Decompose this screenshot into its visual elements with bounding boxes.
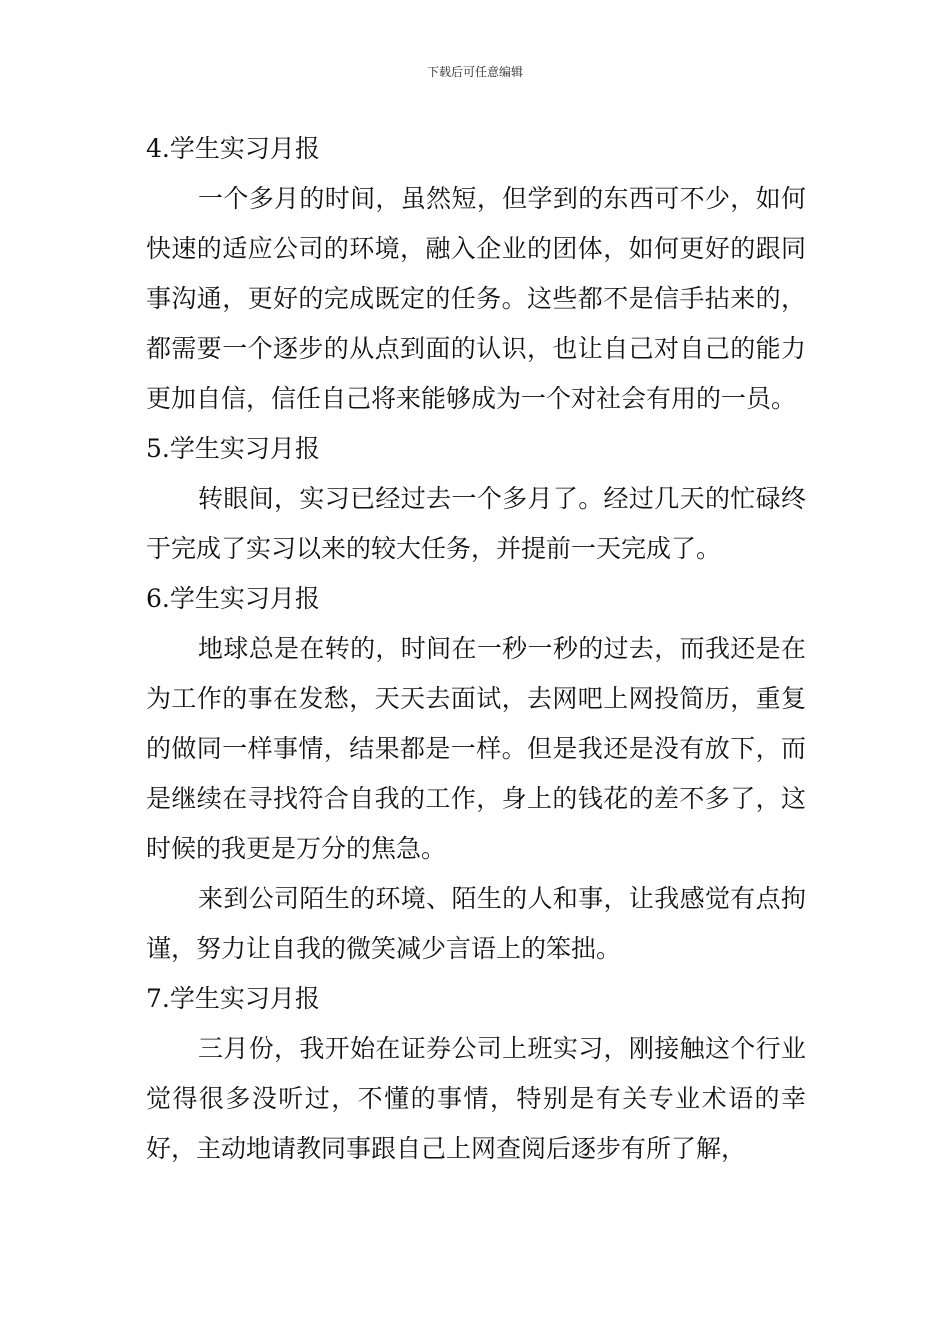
header-note: 下载后可任意编辑	[426, 65, 523, 79]
paragraph: 来到公司陌生的环境、陌生的人和事，让我感觉有点拘谨，努力让自我的微笑减少言语上的笨拙。	[146, 884, 806, 963]
section-heading: 6.学生实习月报	[146, 584, 320, 613]
paragraph: 地球总是在转的，时间在一秒一秒的过去，而我还是在为工作的事在发愁，天天去面试，去网吧上网投简历，重复的做同一样事情，结果都是一样。但是我还是没有放下，而是继续在寻找符合自我的工作，身上的钱花的差不多了，这时候的我更是万分的焦急。	[146, 634, 806, 863]
section-heading: 4.学生实习月报	[146, 134, 320, 163]
section-heading: 7.学生实习月报	[146, 984, 320, 1013]
section-heading: 5.学生实习月报	[146, 434, 320, 463]
section-5	[146, 424, 806, 574]
document-body	[146, 124, 806, 1174]
paragraph: 三月份，我开始在证券公司上班实习，刚接触这个行业觉得很多没听过，不懂的事情，特别是有关专业术语的幸好，主动地请教同事跟自己上网查阅后逐步有所了解，	[146, 1034, 806, 1163]
section-4	[146, 124, 806, 424]
section-6	[146, 574, 806, 974]
section-7	[146, 974, 806, 1174]
paragraph: 转眼间，实习已经过去一个多月了。经过几天的忙碌终于完成了实习以来的较大任务，并提前一天完成了。	[146, 484, 806, 563]
paragraph: 一个多月的时间，虽然短，但学到的东西可不少，如何快速的适应公司的环境，融入企业的团体，如何更好的跟同事沟通，更好的完成既定的任务。这些都不是信手拈来的，都需要一个逐步的从点到面的认识，也让自己对自己的能力更加自信，信任自己将来能够成为一个对社会有用的一员。	[146, 184, 806, 413]
